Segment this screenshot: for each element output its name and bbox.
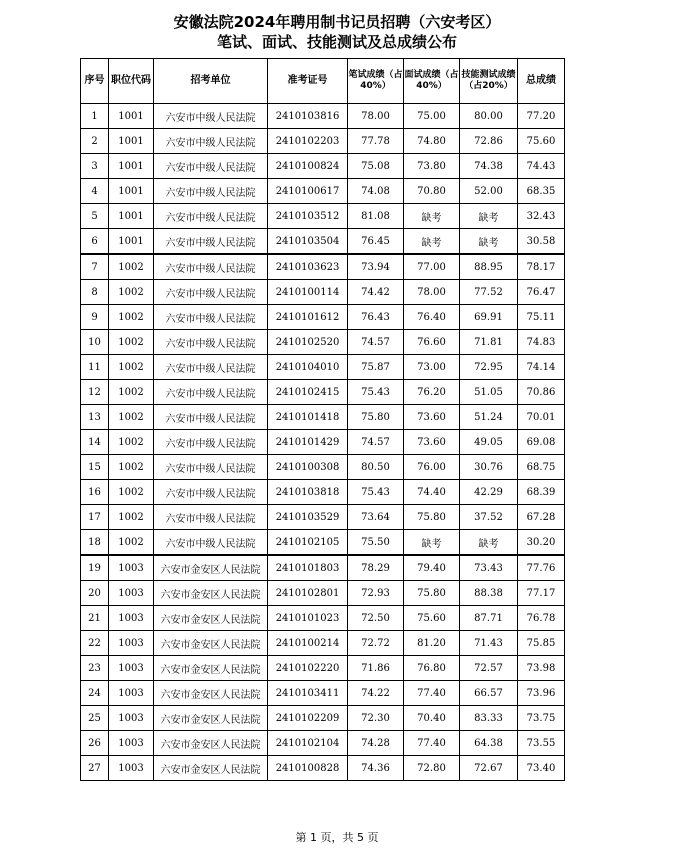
cell-no: 14: [81, 430, 109, 455]
cell-ticket: 2410101429: [268, 430, 348, 455]
cell-skill-score: 缺考: [460, 204, 518, 229]
cell-no: 19: [81, 555, 109, 581]
cell-written-score: 76.45: [348, 229, 404, 255]
cell-ticket: 2410100824: [268, 154, 348, 179]
table-row: [81, 229, 565, 255]
cell-skill-score: 缺考: [460, 229, 518, 255]
cell-no: 12: [81, 380, 109, 405]
cell-skill-score: 71.81: [460, 330, 518, 355]
cell-skill-score: 64.38: [460, 731, 518, 756]
table-row: [81, 154, 565, 179]
cell-interview-score: 缺考: [404, 530, 460, 556]
cell-ticket: 2410102220: [268, 656, 348, 681]
table-row: [81, 555, 565, 581]
cell-written-score: 72.72: [348, 631, 404, 656]
cell-no: 8: [81, 280, 109, 305]
cell-unit: 六安市中级人民法院: [154, 129, 268, 154]
cell-post-code: 1003: [109, 631, 154, 656]
cell-interview-score: 77.00: [404, 254, 460, 280]
table-row: [81, 405, 565, 430]
cell-interview-score: 76.80: [404, 656, 460, 681]
cell-skill-score: 30.76: [460, 455, 518, 480]
cell-no: 15: [81, 455, 109, 480]
cell-ticket: 2410100114: [268, 280, 348, 305]
cell-no: 13: [81, 405, 109, 430]
cell-written-score: 78.00: [348, 104, 404, 129]
cell-post-code: 1003: [109, 756, 154, 781]
cell-interview-score: 70.40: [404, 706, 460, 731]
cell-total-score: 78.17: [518, 254, 565, 280]
cell-total-score: 68.39: [518, 480, 565, 505]
cell-skill-score: 缺考: [460, 530, 518, 556]
cell-post-code: 1002: [109, 355, 154, 380]
cell-skill-score: 73.43: [460, 555, 518, 581]
cell-skill-score: 83.33: [460, 706, 518, 731]
cell-no: 27: [81, 756, 109, 781]
cell-written-score: 71.86: [348, 656, 404, 681]
cell-unit: 六安市中级人民法院: [154, 430, 268, 455]
cell-total-score: 77.20: [518, 104, 565, 129]
cell-no: 25: [81, 706, 109, 731]
col-header-no: 序号: [81, 59, 109, 104]
cell-skill-score: 49.05: [460, 430, 518, 455]
cell-total-score: 70.86: [518, 380, 565, 405]
cell-written-score: 75.87: [348, 355, 404, 380]
cell-post-code: 1003: [109, 706, 154, 731]
cell-written-score: 74.57: [348, 330, 404, 355]
cell-interview-score: 73.60: [404, 405, 460, 430]
cell-written-score: 75.80: [348, 405, 404, 430]
table-row: [81, 631, 565, 656]
cell-interview-score: 77.40: [404, 681, 460, 706]
cell-post-code: 1001: [109, 204, 154, 229]
cell-post-code: 1002: [109, 380, 154, 405]
table-row: [81, 355, 565, 380]
cell-total-score: 67.28: [518, 505, 565, 530]
table-body: [81, 104, 565, 781]
cell-total-score: 75.11: [518, 305, 565, 330]
cell-unit: 六安市金安区人民法院: [154, 555, 268, 581]
cell-ticket: 2410101612: [268, 305, 348, 330]
cell-no: 1: [81, 104, 109, 129]
cell-written-score: 74.28: [348, 731, 404, 756]
cell-unit: 六安市中级人民法院: [154, 530, 268, 556]
cell-skill-score: 80.00: [460, 104, 518, 129]
cell-no: 20: [81, 581, 109, 606]
cell-skill-score: 72.67: [460, 756, 518, 781]
cell-unit: 六安市金安区人民法院: [154, 581, 268, 606]
table-row: [81, 656, 565, 681]
cell-unit: 六安市金安区人民法院: [154, 731, 268, 756]
table-row: [81, 530, 565, 556]
cell-unit: 六安市中级人民法院: [154, 104, 268, 129]
cell-interview-score: 75.60: [404, 606, 460, 631]
table-row: [81, 606, 565, 631]
table-header-row: [81, 59, 565, 104]
cell-skill-score: 51.05: [460, 380, 518, 405]
cell-skill-score: 74.38: [460, 154, 518, 179]
scores-table: [80, 58, 565, 781]
cell-written-score: 78.29: [348, 555, 404, 581]
cell-no: 22: [81, 631, 109, 656]
cell-skill-score: 66.57: [460, 681, 518, 706]
cell-total-score: 76.47: [518, 280, 565, 305]
cell-interview-score: 73.80: [404, 154, 460, 179]
cell-post-code: 1001: [109, 104, 154, 129]
page-footer: 第 1 页，共 5 页: [295, 831, 379, 844]
col-header-ticket: 准考证号: [268, 59, 348, 104]
cell-unit: 六安市中级人民法院: [154, 254, 268, 280]
cell-no: 3: [81, 154, 109, 179]
cell-total-score: 75.85: [518, 631, 565, 656]
cell-written-score: 74.42: [348, 280, 404, 305]
cell-post-code: 1003: [109, 731, 154, 756]
cell-total-score: 69.08: [518, 430, 565, 455]
cell-unit: 六安市中级人民法院: [154, 355, 268, 380]
cell-written-score: 80.50: [348, 455, 404, 480]
cell-total-score: 30.58: [518, 229, 565, 255]
cell-post-code: 1002: [109, 530, 154, 556]
cell-total-score: 70.01: [518, 405, 565, 430]
cell-ticket: 2410103529: [268, 505, 348, 530]
cell-post-code: 1003: [109, 555, 154, 581]
cell-interview-score: 75.80: [404, 581, 460, 606]
cell-interview-score: 缺考: [404, 204, 460, 229]
cell-ticket: 2410102520: [268, 330, 348, 355]
cell-ticket: 2410102105: [268, 530, 348, 556]
cell-total-score: 74.14: [518, 355, 565, 380]
cell-total-score: 74.43: [518, 154, 565, 179]
cell-ticket: 2410101023: [268, 606, 348, 631]
cell-unit: 六安市金安区人民法院: [154, 631, 268, 656]
cell-written-score: 75.43: [348, 480, 404, 505]
cell-post-code: 1003: [109, 656, 154, 681]
cell-written-score: 73.64: [348, 505, 404, 530]
cell-no: 9: [81, 305, 109, 330]
cell-skill-score: 72.95: [460, 355, 518, 380]
cell-skill-score: 77.52: [460, 280, 518, 305]
cell-interview-score: 73.00: [404, 355, 460, 380]
cell-unit: 六安市金安区人民法院: [154, 656, 268, 681]
cell-unit: 六安市金安区人民法院: [154, 756, 268, 781]
cell-written-score: 76.43: [348, 305, 404, 330]
cell-unit: 六安市金安区人民法院: [154, 681, 268, 706]
cell-ticket: 2410102203: [268, 129, 348, 154]
cell-interview-score: 72.80: [404, 756, 460, 781]
cell-unit: 六安市中级人民法院: [154, 405, 268, 430]
cell-ticket: 2410101803: [268, 555, 348, 581]
cell-skill-score: 72.57: [460, 656, 518, 681]
cell-interview-score: 78.00: [404, 280, 460, 305]
cell-ticket: 2410103411: [268, 681, 348, 706]
cell-written-score: 75.43: [348, 380, 404, 405]
cell-total-score: 74.83: [518, 330, 565, 355]
cell-written-score: 73.94: [348, 254, 404, 280]
cell-total-score: 73.98: [518, 656, 565, 681]
cell-interview-score: 75.00: [404, 104, 460, 129]
table-row: [81, 681, 565, 706]
cell-post-code: 1001: [109, 179, 154, 204]
col-header-unit: 招考单位: [154, 59, 268, 104]
cell-post-code: 1002: [109, 455, 154, 480]
cell-total-score: 73.75: [518, 706, 565, 731]
cell-no: 4: [81, 179, 109, 204]
cell-post-code: 1002: [109, 405, 154, 430]
page-subtitle: 笔试、面试、技能测试及总成绩公布: [216, 33, 457, 51]
cell-post-code: 1001: [109, 154, 154, 179]
cell-post-code: 1003: [109, 681, 154, 706]
cell-written-score: 72.93: [348, 581, 404, 606]
cell-unit: 六安市中级人民法院: [154, 480, 268, 505]
cell-interview-score: 76.00: [404, 455, 460, 480]
cell-no: 26: [81, 731, 109, 756]
cell-interview-score: 75.80: [404, 505, 460, 530]
table-row: [81, 455, 565, 480]
table-row: [81, 380, 565, 405]
col-header-skill: 技能测试成绩（占20%）: [460, 59, 518, 104]
cell-ticket: 2410100308: [268, 455, 348, 480]
cell-no: 7: [81, 254, 109, 280]
cell-ticket: 2410103504: [268, 229, 348, 255]
table-row: [81, 581, 565, 606]
cell-interview-score: 73.60: [404, 430, 460, 455]
col-header-total: 总成绩: [518, 59, 565, 104]
page-title: 安徽法院2024年聘用制书记员招聘（六安考区）: [173, 13, 501, 31]
table-row: [81, 505, 565, 530]
cell-interview-score: 76.60: [404, 330, 460, 355]
cell-no: 5: [81, 204, 109, 229]
cell-unit: 六安市中级人民法院: [154, 154, 268, 179]
table-row: [81, 430, 565, 455]
cell-no: 24: [81, 681, 109, 706]
cell-post-code: 1003: [109, 606, 154, 631]
cell-unit: 六安市中级人民法院: [154, 280, 268, 305]
table-row: [81, 305, 565, 330]
cell-ticket: 2410103818: [268, 480, 348, 505]
cell-no: 21: [81, 606, 109, 631]
cell-unit: 六安市中级人民法院: [154, 179, 268, 204]
cell-unit: 六安市金安区人民法院: [154, 706, 268, 731]
cell-post-code: 1002: [109, 254, 154, 280]
cell-no: 17: [81, 505, 109, 530]
cell-interview-score: 74.40: [404, 480, 460, 505]
cell-post-code: 1003: [109, 581, 154, 606]
table-row: [81, 104, 565, 129]
cell-written-score: 74.57: [348, 430, 404, 455]
cell-no: 16: [81, 480, 109, 505]
cell-interview-score: 70.80: [404, 179, 460, 204]
cell-no: 10: [81, 330, 109, 355]
cell-unit: 六安市中级人民法院: [154, 330, 268, 355]
cell-written-score: 75.50: [348, 530, 404, 556]
cell-post-code: 1002: [109, 305, 154, 330]
cell-unit: 六安市中级人民法院: [154, 204, 268, 229]
cell-interview-score: 81.20: [404, 631, 460, 656]
cell-unit: 六安市中级人民法院: [154, 380, 268, 405]
cell-written-score: 75.08: [348, 154, 404, 179]
cell-total-score: 76.78: [518, 606, 565, 631]
cell-interview-score: 缺考: [404, 229, 460, 255]
table-row: [81, 731, 565, 756]
table-row: [81, 179, 565, 204]
cell-total-score: 75.60: [518, 129, 565, 154]
cell-interview-score: 79.40: [404, 555, 460, 581]
cell-interview-score: 76.20: [404, 380, 460, 405]
col-header-written: 笔试成绩（占40%）: [348, 59, 404, 104]
table-row: [81, 129, 565, 154]
cell-written-score: 72.30: [348, 706, 404, 731]
cell-interview-score: 76.40: [404, 305, 460, 330]
cell-skill-score: 88.95: [460, 254, 518, 280]
cell-no: 11: [81, 355, 109, 380]
cell-total-score: 73.55: [518, 731, 565, 756]
cell-post-code: 1001: [109, 129, 154, 154]
cell-ticket: 2410102415: [268, 380, 348, 405]
cell-unit: 六安市中级人民法院: [154, 305, 268, 330]
col-header-post-code: 职位代码: [109, 59, 154, 104]
table-row: [81, 280, 565, 305]
cell-total-score: 68.75: [518, 455, 565, 480]
table-row: [81, 480, 565, 505]
cell-unit: 六安市金安区人民法院: [154, 606, 268, 631]
cell-post-code: 1002: [109, 505, 154, 530]
cell-interview-score: 74.80: [404, 129, 460, 154]
cell-post-code: 1002: [109, 480, 154, 505]
cell-ticket: 2410103512: [268, 204, 348, 229]
cell-ticket: 2410102209: [268, 706, 348, 731]
cell-ticket: 2410103623: [268, 254, 348, 280]
cell-total-score: 68.35: [518, 179, 565, 204]
cell-skill-score: 69.91: [460, 305, 518, 330]
cell-post-code: 1002: [109, 330, 154, 355]
cell-unit: 六安市中级人民法院: [154, 505, 268, 530]
cell-ticket: 2410103816: [268, 104, 348, 129]
cell-written-score: 72.50: [348, 606, 404, 631]
cell-skill-score: 37.52: [460, 505, 518, 530]
cell-ticket: 2410102104: [268, 731, 348, 756]
cell-unit: 六安市中级人民法院: [154, 455, 268, 480]
cell-skill-score: 87.71: [460, 606, 518, 631]
cell-ticket: 2410100214: [268, 631, 348, 656]
table-row: [81, 706, 565, 731]
cell-total-score: 30.20: [518, 530, 565, 556]
cell-skill-score: 88.38: [460, 581, 518, 606]
cell-total-score: 73.96: [518, 681, 565, 706]
cell-no: 23: [81, 656, 109, 681]
cell-ticket: 2410102801: [268, 581, 348, 606]
cell-post-code: 1001: [109, 229, 154, 255]
cell-ticket: 2410101418: [268, 405, 348, 430]
cell-written-score: 74.08: [348, 179, 404, 204]
cell-skill-score: 71.43: [460, 631, 518, 656]
cell-ticket: 2410100828: [268, 756, 348, 781]
cell-total-score: 77.17: [518, 581, 565, 606]
cell-no: 6: [81, 229, 109, 255]
table-row: [81, 756, 565, 781]
cell-total-score: 32.43: [518, 204, 565, 229]
cell-no: 2: [81, 129, 109, 154]
cell-skill-score: 42.29: [460, 480, 518, 505]
cell-ticket: 2410100617: [268, 179, 348, 204]
col-header-interview: 面试成绩（占40%）: [404, 59, 460, 104]
cell-no: 18: [81, 530, 109, 556]
cell-written-score: 74.22: [348, 681, 404, 706]
cell-interview-score: 77.40: [404, 731, 460, 756]
cell-skill-score: 72.86: [460, 129, 518, 154]
cell-unit: 六安市中级人民法院: [154, 229, 268, 255]
table-row: [81, 254, 565, 280]
cell-post-code: 1002: [109, 430, 154, 455]
cell-written-score: 74.36: [348, 756, 404, 781]
cell-written-score: 77.78: [348, 129, 404, 154]
cell-total-score: 77.76: [518, 555, 565, 581]
cell-total-score: 73.40: [518, 756, 565, 781]
cell-post-code: 1002: [109, 280, 154, 305]
table-row: [81, 204, 565, 229]
table-row: [81, 330, 565, 355]
cell-skill-score: 51.24: [460, 405, 518, 430]
cell-ticket: 2410104010: [268, 355, 348, 380]
cell-skill-score: 52.00: [460, 179, 518, 204]
cell-written-score: 81.08: [348, 204, 404, 229]
